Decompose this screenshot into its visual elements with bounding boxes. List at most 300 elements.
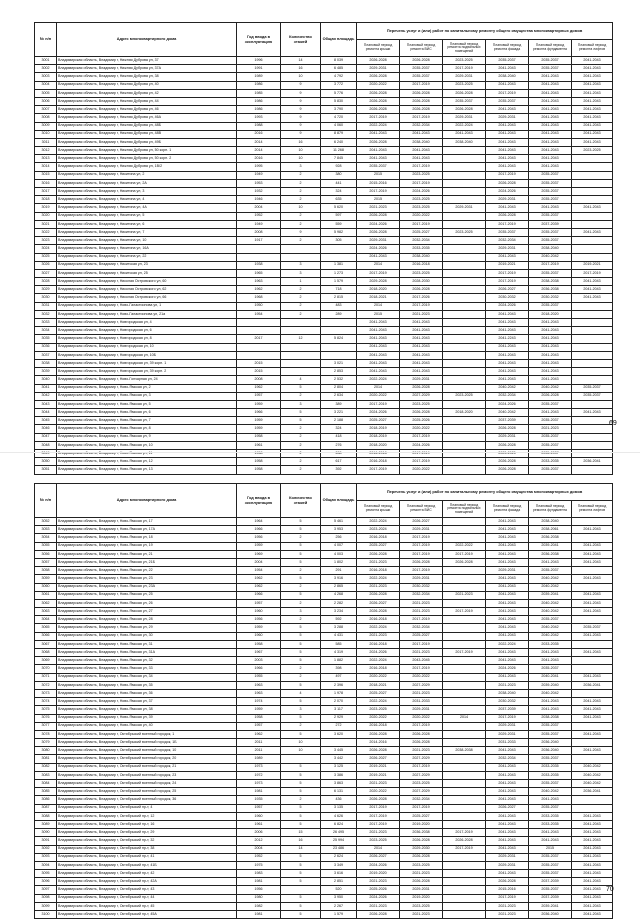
- row-foundation-period-cell: 2035-2037: [529, 616, 572, 624]
- table-row: [35, 179, 613, 187]
- row-lift-period-cell: [572, 245, 613, 253]
- table-row: [35, 409, 613, 417]
- row-year-cell: 1917: [237, 237, 281, 245]
- row-facade-period-cell: 2026-2028: [486, 458, 529, 466]
- table-row: [35, 433, 613, 441]
- row-facade-period-cell: 2026-2028: [486, 425, 529, 433]
- row-floors-cell: 2: [281, 722, 321, 730]
- table-row: [35, 608, 613, 616]
- row-facade-period-cell: 2026-2027: [486, 286, 529, 294]
- row-vis-period-cell: 2032-2034: [400, 237, 443, 245]
- table-row: [35, 558, 613, 566]
- row-floors-cell: 5: [281, 542, 321, 550]
- row-foundation-period-cell: 2041-2043: [529, 649, 572, 657]
- row-vis-period-cell: 2021-2023: [400, 747, 443, 755]
- row-number-cell: 3100: [35, 911, 57, 919]
- row-foundation-period-cell: 2035-2037: [529, 188, 572, 196]
- table-row: [35, 665, 613, 673]
- row-roof-period-cell: 2026-2028: [357, 106, 400, 114]
- row-lift-period-cell: 2041-2043: [572, 591, 613, 599]
- row-address-cell: Владимирская область, Владимир г, Октябрьский военный городок, 21: [57, 763, 237, 771]
- row-foundation-period-cell: 2035-2037: [529, 417, 572, 425]
- row-floors-cell: 5: [281, 591, 321, 599]
- row-facade-period-cell: 2029-2031: [486, 722, 529, 730]
- row-vis-period-cell: 2017-2019: [400, 640, 443, 648]
- row-facade-period-cell: 2041-2043: [486, 599, 529, 607]
- row-roof-period-cell: 2017-2019: [357, 804, 400, 812]
- row-area-cell: 592: [321, 616, 357, 624]
- row-roof-period-cell: 2015-2016: [357, 179, 400, 187]
- row-foundation-period-cell: 2037-2039: [529, 894, 572, 902]
- row-lift-period-cell: 2041-2043: [572, 698, 613, 706]
- row-foundation-period-cell: 2040-2042: [529, 575, 572, 583]
- row-address-cell: Владимирская область, Владимир г, Нижняя Дуброва ул, 48В: [57, 130, 237, 138]
- row-year-cell: 1949: [237, 171, 281, 179]
- row-basement-period-cell: [443, 400, 486, 408]
- row-basement-period-cell: [443, 286, 486, 294]
- row-facade-period-cell: 2041-2043: [486, 534, 529, 542]
- row-facade-period-cell: 2017-2019: [486, 171, 529, 179]
- row-facade-period-cell: 2041-2043: [486, 788, 529, 796]
- sub-facade-header: Плановый период ремонта фасада: [486, 40, 529, 57]
- row-basement-period-cell: [443, 771, 486, 779]
- row-roof-period-cell: 2020-2022: [357, 392, 400, 400]
- row-foundation-period-cell: 2041-2043: [529, 204, 572, 212]
- row-number-cell: 3031: [35, 302, 57, 310]
- row-vis-period-cell: 2017-2019: [400, 302, 443, 310]
- row-basement-period-cell: [443, 253, 486, 261]
- row-number-cell: 3021: [35, 220, 57, 228]
- row-facade-period-cell: 2041-2043: [486, 649, 529, 657]
- table-row: [35, 698, 613, 706]
- row-facade-period-cell: 2041-2043: [486, 155, 529, 163]
- row-year-cell: 2014: [237, 147, 281, 155]
- row-vis-period-cell: 2029-2031: [400, 706, 443, 714]
- row-basement-period-cell: 2014: [443, 714, 486, 722]
- row-area-cell: 441: [321, 179, 357, 187]
- row-number-cell: 3055: [35, 542, 57, 550]
- row-basement-period-cell: [443, 319, 486, 327]
- table-row: [35, 796, 613, 804]
- row-vis-period-cell: 2017-2019: [400, 81, 443, 89]
- row-lift-period-cell: 2041-2043: [572, 878, 613, 886]
- row-year-cell: [237, 351, 281, 359]
- row-lift-period-cell: [572, 253, 613, 261]
- row-basement-period-cell: 2041-2043: [443, 130, 486, 138]
- row-vis-period-cell: 2027-2029: [400, 755, 443, 763]
- row-foundation-period-cell: 2026-2028: [529, 392, 572, 400]
- row-area-cell: 2 532: [321, 376, 357, 384]
- row-vis-period-cell: 2032-2034: [400, 796, 443, 804]
- row-basement-period-cell: [443, 526, 486, 534]
- row-year-cell: 1966: [237, 591, 281, 599]
- row-lift-period-cell: 2041-2043: [572, 730, 613, 738]
- row-year-cell: 1958: [237, 714, 281, 722]
- row-year-cell: 1974: [237, 698, 281, 706]
- row-address-cell: Владимирская область, Владимир г, Никитина ул, 6: [57, 220, 237, 228]
- row-year-cell: 1955: [237, 673, 281, 681]
- row-roof-period-cell: 2029-2028: [357, 278, 400, 286]
- row-address-cell: Владимирская область, Владимир г, Никитина ул, 2А: [57, 179, 237, 187]
- row-floors-cell: 5: [281, 812, 321, 820]
- registry-table: [34, 483, 613, 919]
- row-basement-period-cell: [443, 911, 486, 919]
- row-basement-period-cell: 2038-2038: [443, 747, 486, 755]
- row-facade-period-cell: 2038-2040: [486, 73, 529, 81]
- row-vis-period-cell: 2017-2019: [400, 220, 443, 228]
- row-vis-period-cell: 2017-2019: [400, 567, 443, 575]
- row-area-cell: 398: [321, 665, 357, 673]
- row-year-cell: 2015: [237, 368, 281, 376]
- row-foundation-period-cell: 2041-2043: [529, 138, 572, 146]
- row-roof-period-cell: 2026-2028: [357, 89, 400, 97]
- row-foundation-period-cell: 2037-2039: [529, 220, 572, 228]
- row-number-cell: 3041: [35, 384, 57, 392]
- row-number-cell: 3019: [35, 204, 57, 212]
- row-roof-period-cell: 2023-2024: [357, 526, 400, 534]
- row-facade-period-cell: 2040-2042: [486, 384, 529, 392]
- row-vis-period-cell: 2019-2020: [400, 820, 443, 828]
- table-row: [35, 228, 613, 236]
- row-floors-cell: 4: [281, 689, 321, 697]
- row-foundation-period-cell: 2041-2043: [529, 368, 572, 376]
- row-address-cell: Владимирская область, Владимир г, Нижняя Дуброва ул, 50 корп. 1: [57, 147, 237, 155]
- row-address-cell: Владимирская область, Владимир г, Ново-Ямская ул, 28: [57, 616, 237, 624]
- table-row: [35, 81, 613, 89]
- row-year-cell: 1985: [237, 89, 281, 97]
- table-row: [35, 73, 613, 81]
- row-area-cell: 11 268: [321, 147, 357, 155]
- row-floors-cell: [281, 368, 321, 376]
- row-lift-period-cell: 2041-2043: [572, 870, 613, 878]
- row-lift-period-cell: [572, 376, 613, 384]
- row-number-cell: 3074: [35, 698, 57, 706]
- row-lift-period-cell: [572, 335, 613, 343]
- row-lift-period-cell: [572, 433, 613, 441]
- row-lift-period-cell: [572, 171, 613, 179]
- row-facade-period-cell: 2041-2043: [486, 368, 529, 376]
- row-year-cell: 1989: [237, 73, 281, 81]
- row-vis-period-cell: 2025-2027: [400, 632, 443, 640]
- row-floors-cell: 5: [281, 714, 321, 722]
- row-number-cell: 3005: [35, 89, 57, 97]
- row-basement-period-cell: 2021-2023: [443, 591, 486, 599]
- row-foundation-period-cell: 2039-2040: [529, 681, 572, 689]
- row-number-cell: 3076: [35, 714, 57, 722]
- row-roof-period-cell: 2041-2043: [357, 253, 400, 261]
- row-address-cell: Владимирская область, Владимир г, Ново-Ямская ул, 10: [57, 441, 237, 449]
- row-area-cell: 2 929: [321, 714, 357, 722]
- row-floors-cell: 5: [281, 550, 321, 558]
- row-number-cell: 3038: [35, 359, 57, 367]
- row-basement-period-cell: 2018-2020: [443, 409, 486, 417]
- table-row: [35, 657, 613, 665]
- table-row: [35, 155, 613, 163]
- row-lift-period-cell: 2041-2043: [572, 861, 613, 869]
- row-address-cell: Владимирская область, Владимир г, Никитина ул, 4: [57, 196, 237, 204]
- row-lift-period-cell: [572, 359, 613, 367]
- row-address-cell: Владимирская область, Владимир г, Никитина ул, 22: [57, 253, 237, 261]
- row-basement-period-cell: [443, 812, 486, 820]
- row-vis-period-cell: 2020-2022: [400, 673, 443, 681]
- col-works-header: Перечень услуг и (или) работ по капитальному ремонту общего имущества многоквартирных домов: [357, 484, 613, 501]
- row-area-cell: 2 853: [321, 368, 357, 376]
- row-address-cell: Владимирская область, Владимир г, Ново-Ямская ул, 31: [57, 640, 237, 648]
- table-row: [35, 278, 613, 286]
- row-year-cell: 1959: [237, 425, 281, 433]
- row-basement-period-cell: [443, 657, 486, 665]
- row-floors-cell: 14: [281, 845, 321, 853]
- row-year-cell: 1973: [237, 763, 281, 771]
- row-address-cell: Владимирская область, Владимир г, Нижняя Дуброва ул, 42: [57, 89, 237, 97]
- row-facade-period-cell: 2041-2043: [486, 351, 529, 359]
- row-number-cell: 3095: [35, 870, 57, 878]
- row-number-cell: 3053: [35, 526, 57, 534]
- row-address-cell: Владимирская область, Владимир г, Октябрьский военный городок, 1: [57, 730, 237, 738]
- row-foundation-period-cell: 2041-2043: [529, 73, 572, 81]
- row-area-cell: 380: [321, 171, 357, 179]
- row-roof-period-cell: 2024-2026: [357, 409, 400, 417]
- row-number-cell: 3043: [35, 400, 57, 408]
- row-facade-period-cell: 2041-2043: [486, 796, 529, 804]
- row-address-cell: Владимирская область, Владимир г, Нижняя Дуброва ул, 1В/2: [57, 163, 237, 171]
- row-floors-cell: 3: [281, 261, 321, 269]
- col-year-header: Год ввода в эксплуатацию: [237, 23, 281, 57]
- row-facade-period-cell: 2041-2043: [486, 583, 529, 591]
- page-number: 70: [606, 886, 614, 893]
- row-floors-cell: 16: [281, 65, 321, 73]
- row-year-cell: 1966: [237, 409, 281, 417]
- row-area-cell: 6 131: [321, 788, 357, 796]
- table-row: [35, 65, 613, 73]
- row-area-cell: 635: [321, 196, 357, 204]
- row-number-cell: 3009: [35, 122, 57, 130]
- row-area-cell: 8 039: [321, 57, 357, 65]
- row-facade-period-cell: 2041-2043: [486, 870, 529, 878]
- table-row: [35, 122, 613, 130]
- row-basement-period-cell: [443, 861, 486, 869]
- row-lift-period-cell: 2041-2043: [572, 829, 613, 837]
- row-vis-period-cell: 2026-2028: [400, 57, 443, 65]
- row-facade-period-cell: 2017-2019: [486, 278, 529, 286]
- row-year-cell: 1961: [237, 441, 281, 449]
- row-year-cell: 1981: [237, 911, 281, 919]
- page-number: 69: [609, 420, 617, 427]
- row-year-cell: 2016: [237, 130, 281, 138]
- row-area-cell: 2 267: [321, 902, 357, 910]
- row-facade-period-cell: 2041-2043: [486, 575, 529, 583]
- row-facade-period-cell: 2041-2043: [486, 657, 529, 665]
- table-row: [35, 771, 613, 779]
- table-row: [35, 886, 613, 894]
- row-number-cell: 3088: [35, 812, 57, 820]
- row-year-cell: 2012: [237, 837, 281, 845]
- row-facade-period-cell: 2041-2043: [486, 163, 529, 171]
- row-area-cell: 4 003: [321, 550, 357, 558]
- row-floors-cell: 9: [281, 122, 321, 130]
- row-facade-period-cell: 2041-2043: [486, 820, 529, 828]
- row-address-cell: Владимирская область, Владимир г, Нижняя Дуброва ул, 46: [57, 106, 237, 114]
- row-address-cell: Владимирская область, Владимир г, Ново-Ямская ул, 33: [57, 665, 237, 673]
- table-row: [35, 845, 613, 853]
- table-row: [35, 681, 613, 689]
- row-basement-period-cell: [443, 359, 486, 367]
- row-address-cell: Владимирская область, Владимир г, Ново-Ямская ул, 27: [57, 608, 237, 616]
- row-floors-cell: 5: [281, 861, 321, 869]
- row-address-cell: Владимирская область, Владимир г, Нижняя Дуброва ул, 38: [57, 73, 237, 81]
- table-row: [35, 114, 613, 122]
- row-number-cell: 3082: [35, 763, 57, 771]
- table-row: [35, 220, 613, 228]
- row-vis-period-cell: 2017-2019: [400, 163, 443, 171]
- table-row: [35, 837, 613, 845]
- row-roof-period-cell: 2024-2026: [357, 894, 400, 902]
- row-basement-period-cell: 2023-2025: [443, 57, 486, 65]
- row-basement-period-cell: 2017-2019: [443, 550, 486, 558]
- row-floors-cell: 9: [281, 97, 321, 105]
- row-number-cell: 3068: [35, 649, 57, 657]
- sub-basement-header: Плановый период ремонта подвальных помещений: [443, 501, 486, 518]
- row-roof-period-cell: 2021-2023: [357, 829, 400, 837]
- row-foundation-period-cell: 2040-2042: [529, 689, 572, 697]
- row-address-cell: Владимирская область, Владимир г, Николая Островского ул, 62: [57, 286, 237, 294]
- table-row: [35, 368, 613, 376]
- table-row: [35, 237, 613, 245]
- row-number-cell: 3069: [35, 657, 57, 665]
- row-basement-period-cell: [443, 689, 486, 697]
- row-area-cell: 4 060: [321, 122, 357, 130]
- row-foundation-period-cell: 2030-2032: [529, 294, 572, 302]
- row-area-cell: [321, 351, 357, 359]
- row-roof-period-cell: 2022-2024: [357, 376, 400, 384]
- row-roof-period-cell: 2018-2021: [357, 681, 400, 689]
- row-address-cell: Владимирская область, Владимир г, Ново-Ямская ул, 7: [57, 417, 237, 425]
- row-number-cell: 3028: [35, 278, 57, 286]
- row-floors-cell: 3: [281, 706, 321, 714]
- row-year-cell: 1938: [237, 261, 281, 269]
- row-area-cell: 3 221: [321, 409, 357, 417]
- row-roof-period-cell: 2026-2028: [357, 608, 400, 616]
- row-number-cell: 3025: [35, 253, 57, 261]
- row-lift-period-cell: 2035-2037: [572, 384, 613, 392]
- row-lift-period-cell: 2041-2043: [572, 747, 613, 755]
- table-row: [35, 138, 613, 146]
- row-facade-period-cell: 2041-2043: [486, 771, 529, 779]
- row-foundation-period-cell: 2036-2040: [529, 747, 572, 755]
- row-floors-cell: [281, 755, 321, 763]
- row-address-cell: Владимирская область, Владимир г, Никитина ул, 2: [57, 171, 237, 179]
- row-number-cell: 3057: [35, 558, 57, 566]
- row-basement-period-cell: [443, 575, 486, 583]
- row-year-cell: 2014: [237, 138, 281, 146]
- row-lift-period-cell: 2041-2043: [572, 575, 613, 583]
- row-floors-cell: 2: [281, 673, 321, 681]
- row-number-cell: 3047: [35, 433, 57, 441]
- row-vis-period-cell: 2020-2022: [400, 425, 443, 433]
- row-lift-period-cell: 2041-2043: [572, 599, 613, 607]
- row-floors-cell: 2: [281, 425, 321, 433]
- row-address-cell: Владимирская область, Владимир г, Ново-Ямская ул, 21Б: [57, 558, 237, 566]
- row-vis-period-cell: 2021-2023: [400, 608, 443, 616]
- row-facade-period-cell: 2038-2040: [486, 689, 529, 697]
- row-foundation-period-cell: 2041-2043: [529, 343, 572, 351]
- row-facade-period-cell: 2041-2043: [486, 673, 529, 681]
- row-facade-period-cell: 2041-2043: [486, 106, 529, 114]
- row-area-cell: 392: [321, 466, 357, 474]
- row-vis-period-cell: 2032-2034: [400, 624, 443, 632]
- col-area-header: Общая площадь: [321, 23, 357, 57]
- row-vis-period-cell: 2026-2028: [400, 878, 443, 886]
- row-number-cell: 3062: [35, 599, 57, 607]
- row-basement-period-cell: [443, 269, 486, 277]
- row-lift-period-cell: 2041-2043: [572, 550, 613, 558]
- row-area-cell: 483: [321, 302, 357, 310]
- row-foundation-period-cell: 2035-2037: [529, 722, 572, 730]
- row-basement-period-cell: [443, 665, 486, 673]
- row-basement-period-cell: 2017-2019: [443, 608, 486, 616]
- row-basement-period-cell: [443, 894, 486, 902]
- row-roof-period-cell: 2023-2025: [357, 837, 400, 845]
- row-number-cell: 3054: [35, 534, 57, 542]
- row-year-cell: [237, 327, 281, 335]
- row-floors-cell: 2: [281, 310, 321, 318]
- row-floors-cell: 2: [281, 220, 321, 228]
- row-basement-period-cell: 2017-2019: [443, 829, 486, 837]
- row-floors-cell: 5: [281, 780, 321, 788]
- row-roof-period-cell: 2015: [357, 196, 400, 204]
- row-area-cell: 3 442: [321, 755, 357, 763]
- row-foundation-period-cell: 2041-2043: [529, 319, 572, 327]
- table-row: [35, 359, 613, 367]
- row-basement-period-cell: [443, 368, 486, 376]
- row-year-cell: 1993: [237, 114, 281, 122]
- row-basement-period-cell: [443, 351, 486, 359]
- row-year-cell: 1957: [237, 392, 281, 400]
- col-works-header: Перечень услуг и (или) работ по капитальному ремонту общего имущества многоквартирных домов: [357, 23, 613, 40]
- row-area-cell: 4 007: [321, 542, 357, 550]
- row-floors-cell: 5: [281, 853, 321, 861]
- row-address-cell: Владимирская область, Владимир г, Ново-Ямская ул, 3: [57, 392, 237, 400]
- row-facade-period-cell: 2041-2043: [486, 81, 529, 89]
- row-facade-period-cell: 2041-2043: [486, 253, 529, 261]
- table-row: [35, 599, 613, 607]
- col-address-header: Адрес многоквартирного дома: [57, 23, 237, 57]
- row-address-cell: Владимирская область, Владимир г, Нижняя Дуброва ул, 50 корп. 2: [57, 155, 237, 163]
- row-area-cell: 3 445: [321, 747, 357, 755]
- row-floors-cell: [281, 886, 321, 894]
- row-lift-period-cell: [572, 755, 613, 763]
- row-floors-cell: 9: [281, 89, 321, 97]
- row-area-cell: 6 824: [321, 820, 357, 828]
- row-year-cell: 1981: [237, 788, 281, 796]
- row-floors-cell: 5: [281, 417, 321, 425]
- row-floors-cell: 5: [281, 632, 321, 640]
- table-row: [35, 706, 613, 714]
- row-address-cell: Владимирская область, Владимир г, Ново-Ямская ул, 17: [57, 518, 237, 526]
- row-area-cell: 4 720: [321, 114, 357, 122]
- row-area-cell: 305: [321, 237, 357, 245]
- row-facade-period-cell: 2035-2037: [486, 228, 529, 236]
- row-lift-period-cell: 2041-2043: [572, 97, 613, 105]
- row-year-cell: 1988: [237, 122, 281, 130]
- row-facade-period-cell: 2031-2033: [486, 739, 529, 747]
- row-facade-period-cell: 2041-2043: [486, 632, 529, 640]
- table-row: [35, 384, 613, 392]
- row-vis-period-cell: 2020-2022: [400, 714, 443, 722]
- row-basement-period-cell: [443, 196, 486, 204]
- row-number-cell: 3033: [35, 319, 57, 327]
- row-facade-period-cell: 2029-2031: [486, 730, 529, 738]
